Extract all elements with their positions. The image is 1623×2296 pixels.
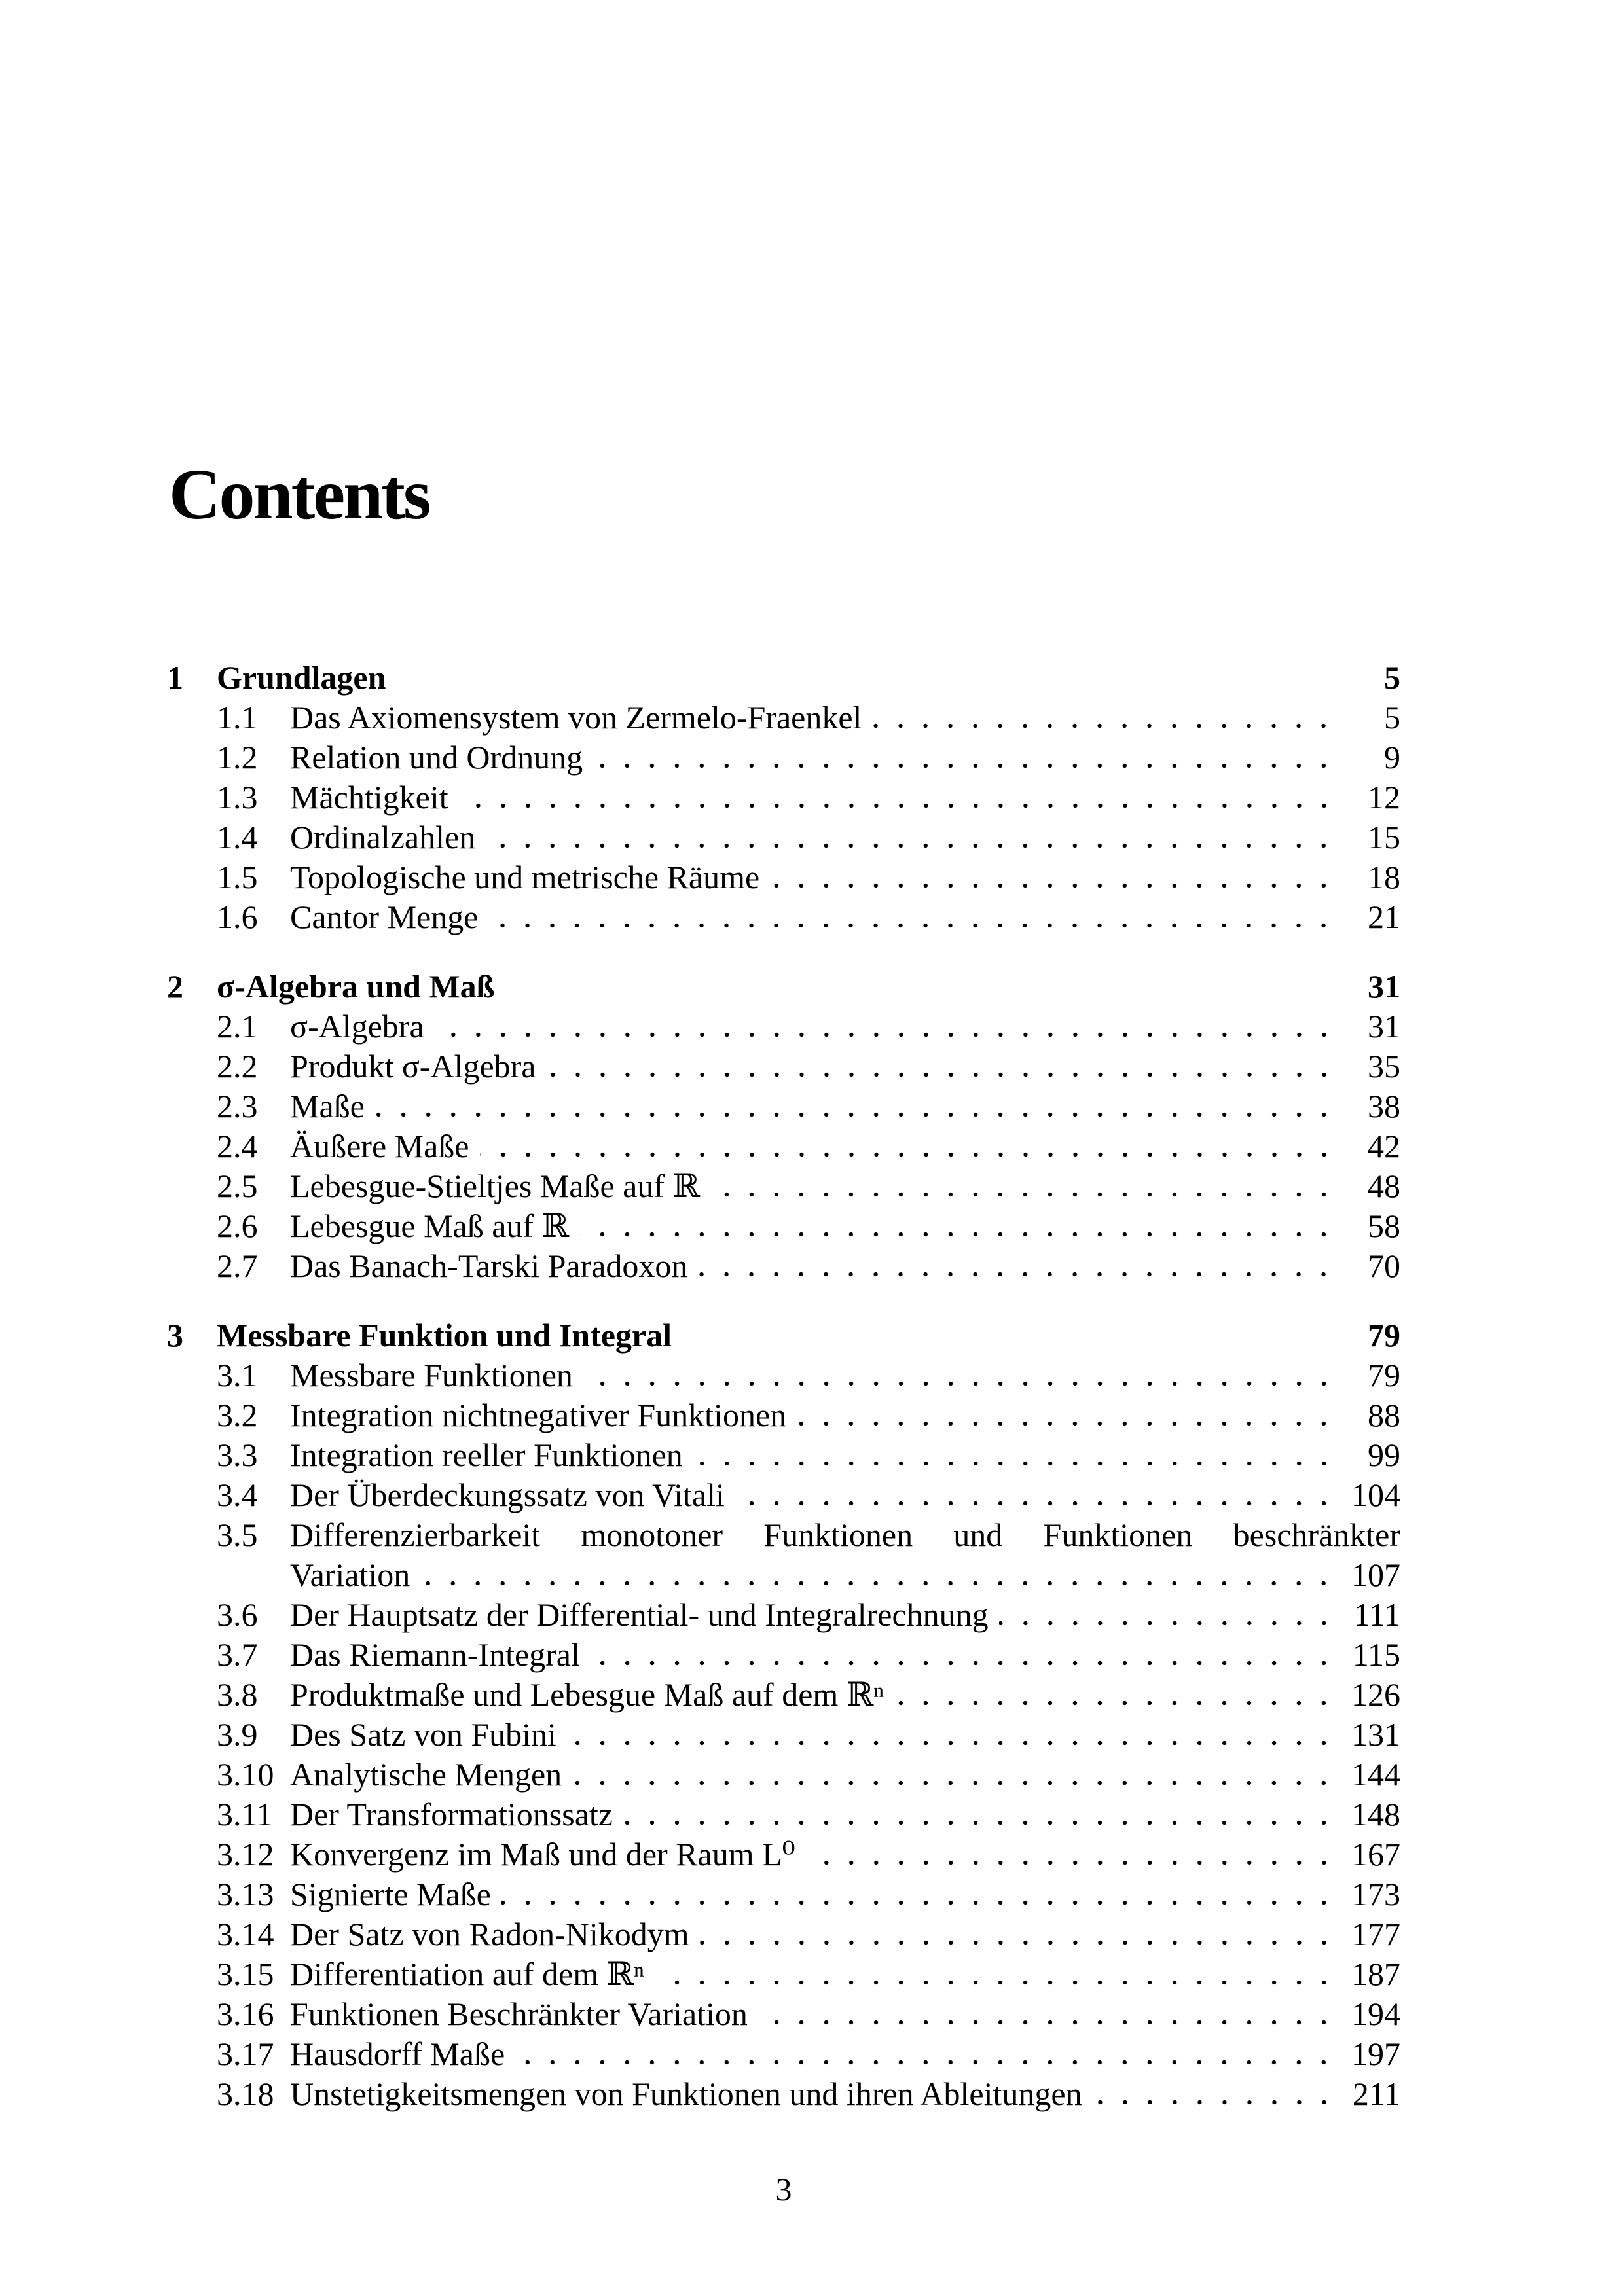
- toc-section-row-continued: [167, 1556, 1400, 1596]
- section-title: Lebesgue Maß auf ℝ: [290, 1208, 570, 1244]
- dot-leader: [700, 1940, 1338, 1945]
- section-page-number: 197: [1351, 2036, 1400, 2072]
- section-title: Des Satz von Fubini: [290, 1716, 556, 1753]
- toc-section-row: [167, 1875, 1400, 1915]
- section-page-number: 48: [1368, 1168, 1400, 1204]
- dot-leader: [770, 883, 1338, 888]
- section-number: 2.1: [217, 1008, 258, 1045]
- section-number: 3.11: [217, 1796, 273, 1833]
- section-title: Das Riemann-Integral: [290, 1636, 580, 1673]
- dot-leader: [655, 1980, 1338, 1985]
- toc-section-row: [167, 1247, 1400, 1287]
- dot-leader: [420, 1581, 1338, 1586]
- toc-section-row: [167, 1127, 1400, 1167]
- chapter-title: Messbare Funktion und Integral: [217, 1317, 672, 1354]
- dot-leader: [999, 1621, 1338, 1626]
- section-page-number: 99: [1368, 1437, 1400, 1473]
- section-title: Funktionen Beschränkter Variation: [290, 1996, 748, 2032]
- section-title: Produktmaße und Lebesgue Maß auf dem ℝⁿ: [290, 1676, 884, 1713]
- toc-section-row: [167, 2035, 1400, 2075]
- section-title: Signierte Maße: [290, 1876, 491, 1912]
- toc-section-row: [167, 1396, 1400, 1436]
- toc-section-row: [167, 1167, 1400, 1207]
- section-title: Konvergenz im Maß und der Raum L⁰: [290, 1836, 795, 1873]
- section-title: σ-Algebra: [290, 1008, 424, 1045]
- toc-section-row: [167, 858, 1400, 898]
- dot-leader: [806, 1860, 1338, 1865]
- section-title: Produkt σ-Algebra: [290, 1048, 536, 1085]
- section-title: Lebesgue-Stieltjes Maße auf ℝ: [290, 1168, 701, 1204]
- section-number: 2.3: [217, 1088, 258, 1124]
- dot-leader: [698, 1272, 1338, 1277]
- section-number: 3.14: [217, 1916, 274, 1952]
- section-number: 3.18: [217, 2075, 274, 2112]
- dot-leader: [623, 1820, 1338, 1825]
- section-number: 3.8: [217, 1676, 258, 1713]
- section-title: Der Transformationssatz: [290, 1796, 613, 1833]
- dot-leader: [435, 1032, 1338, 1037]
- section-page-number: 177: [1351, 1916, 1400, 1952]
- chapter-title: Grundlagen: [217, 659, 386, 696]
- table-of-contents: [167, 658, 1400, 2115]
- section-page-number: 15: [1368, 819, 1400, 855]
- dot-leader: [693, 1461, 1338, 1466]
- chapter-title: σ-Algebra und Maß: [217, 968, 495, 1005]
- dot-leader: [572, 1780, 1338, 1785]
- section-number: 3.13: [217, 1876, 274, 1912]
- section-number: 1.6: [217, 899, 258, 935]
- section-page-number: 107: [1351, 1556, 1400, 1593]
- section-number: 1.4: [217, 819, 258, 855]
- dot-leader: [1093, 2100, 1338, 2105]
- section-page-number: 58: [1368, 1208, 1400, 1244]
- dot-leader: [872, 723, 1338, 728]
- dot-leader: [547, 1072, 1338, 1077]
- page-title: Contents: [169, 454, 429, 534]
- section-title: Das Banach-Tarski Paradoxon: [290, 1247, 688, 1284]
- toc-section-row: [167, 778, 1400, 818]
- toc-section-row: [167, 1516, 1400, 1556]
- section-number: 3.16: [217, 1996, 274, 2032]
- section-page-number: 167: [1351, 1836, 1400, 1873]
- section-title: Der Hauptsatz der Differential- und Integralrechnung: [290, 1596, 989, 1633]
- section-title: Hausdorff Maße: [290, 2036, 505, 2072]
- section-number: 3.17: [217, 2036, 274, 2072]
- dot-leader: [710, 1192, 1338, 1197]
- dot-leader: [894, 1700, 1338, 1706]
- dot-leader: [459, 803, 1338, 808]
- chapter-number: 2: [167, 968, 183, 1005]
- section-number: 3.6: [217, 1596, 258, 1633]
- section-number: 3.15: [217, 1956, 274, 1992]
- section-page-number: 211: [1352, 2075, 1400, 2112]
- section-title: Integration nichtnegativer Funktionen: [290, 1397, 787, 1433]
- section-page-number: 187: [1351, 1956, 1400, 1992]
- section-page-number: 79: [1368, 1357, 1400, 1393]
- dot-leader: [486, 843, 1338, 848]
- section-number: 2.7: [217, 1247, 258, 1284]
- section-number: 3.7: [217, 1636, 258, 1673]
- dot-leader: [567, 1740, 1338, 1746]
- section-page-number: 194: [1351, 1996, 1400, 2032]
- toc-section-row: [167, 1636, 1400, 1676]
- section-number: 3.3: [217, 1437, 258, 1473]
- dot-leader: [735, 1501, 1338, 1506]
- chapter-number: 1: [167, 659, 183, 696]
- section-number: 1.1: [217, 699, 258, 736]
- section-number: 3.5: [217, 1516, 258, 1553]
- section-number: 2.2: [217, 1048, 258, 1085]
- toc-section-row: [167, 898, 1400, 938]
- section-page-number: 42: [1368, 1128, 1400, 1164]
- section-page-number: 9: [1384, 739, 1400, 776]
- dot-leader: [579, 1232, 1338, 1237]
- section-title: Maße: [290, 1088, 365, 1124]
- chapter-page-number: 79: [1368, 1317, 1400, 1354]
- toc-section-row: [167, 1995, 1400, 2035]
- toc-section-row: [167, 1087, 1400, 1127]
- section-page-number: 18: [1368, 859, 1400, 895]
- toc-section-row: [167, 818, 1400, 858]
- section-title: Der Satz von Radon-Nikodym: [290, 1916, 689, 1952]
- chapter-page-number: 31: [1368, 968, 1400, 1005]
- section-page-number: 104: [1351, 1477, 1400, 1513]
- dot-leader: [593, 763, 1338, 768]
- section-title: Analytische Mengen: [290, 1756, 562, 1793]
- section-number: 3.12: [217, 1836, 274, 1873]
- section-title-continued: Variation: [290, 1556, 410, 1593]
- section-title: Mächtigkeit: [290, 779, 448, 816]
- toc-section-row: [167, 1915, 1400, 1955]
- toc-section-row: [167, 1835, 1400, 1875]
- section-title: Messbare Funktionen: [290, 1357, 573, 1393]
- section-title: Differenzierbarkeit monotoner Funktionen und Funktionen beschränkter: [290, 1516, 1400, 1553]
- dot-leader: [583, 1381, 1338, 1386]
- section-page-number: 21: [1368, 899, 1400, 935]
- section-number: 2.6: [217, 1208, 258, 1244]
- section-page-number: 115: [1352, 1636, 1400, 1673]
- dot-leader: [488, 923, 1338, 928]
- toc-section-row: [167, 1755, 1400, 1795]
- section-page-number: 173: [1351, 1876, 1400, 1912]
- toc-chapter-row: [167, 967, 1400, 1007]
- chapter-number: 3: [167, 1317, 183, 1354]
- section-page-number: 111: [1353, 1596, 1400, 1633]
- toc-chapter-row: [167, 658, 1400, 698]
- toc-section-row: [167, 1955, 1400, 1995]
- section-number: 1.5: [217, 859, 258, 895]
- section-page-number: 70: [1368, 1247, 1400, 1284]
- section-number: 3.2: [217, 1397, 258, 1433]
- section-page-number: 144: [1351, 1756, 1400, 1793]
- toc-section-row: [167, 1596, 1400, 1636]
- dot-leader: [375, 1112, 1338, 1117]
- section-title: Relation und Ordnung: [290, 739, 583, 776]
- section-page-number: 5: [1384, 699, 1400, 736]
- footer-page-number: 3: [775, 2171, 792, 2208]
- section-number: 3.1: [217, 1357, 258, 1393]
- section-title: Topologische und metrische Räume: [290, 859, 760, 895]
- toc-section-row: [167, 2075, 1400, 2115]
- section-page-number: 126: [1351, 1676, 1400, 1713]
- section-title: Das Axiomensystem von Zermelo-Fraenkel: [290, 699, 862, 736]
- section-page-number: 12: [1368, 779, 1400, 816]
- toc-section-row: [167, 1207, 1400, 1247]
- section-page-number: 31: [1368, 1008, 1400, 1045]
- section-page-number: 148: [1351, 1796, 1400, 1833]
- section-title: Unstetigkeitsmengen von Funktionen und ihren Ableitungen: [290, 2075, 1082, 2112]
- dot-leader: [797, 1421, 1338, 1426]
- section-title: Äußere Maße: [290, 1128, 469, 1164]
- dot-leader: [501, 1900, 1338, 1905]
- dot-leader: [758, 2020, 1338, 2025]
- toc-section-row: [167, 1007, 1400, 1047]
- section-number: 2.5: [217, 1168, 258, 1204]
- section-title: Integration reeller Funktionen: [290, 1437, 683, 1473]
- section-page-number: 131: [1351, 1716, 1400, 1753]
- section-number: 3.9: [217, 1716, 258, 1753]
- section-number: 3.4: [217, 1477, 258, 1513]
- toc-chapter-row: [167, 1316, 1400, 1356]
- section-number: 1.3: [217, 779, 258, 816]
- section-number: 2.4: [217, 1128, 258, 1164]
- section-title: Differentiation auf dem ℝⁿ: [290, 1956, 644, 1992]
- toc-section-row: [167, 1476, 1400, 1516]
- dot-leader: [480, 1152, 1338, 1157]
- dot-leader: [591, 1660, 1338, 1666]
- toc-section-row: [167, 1356, 1400, 1396]
- dot-leader: [515, 2060, 1338, 2065]
- section-number: 1.2: [217, 739, 258, 776]
- section-title: Cantor Menge: [290, 899, 479, 935]
- section-title: Ordinalzahlen: [290, 819, 476, 855]
- section-title: Der Überdeckungssatz von Vitali: [290, 1477, 725, 1513]
- section-page-number: 88: [1368, 1397, 1400, 1433]
- section-page-number: 38: [1368, 1088, 1400, 1124]
- section-page-number: 35: [1368, 1048, 1400, 1085]
- toc-section-row: [167, 1436, 1400, 1476]
- toc-section-row: [167, 1715, 1400, 1755]
- chapter-page-number: 5: [1384, 659, 1400, 696]
- toc-section-row: [167, 1676, 1400, 1715]
- toc-section-row: [167, 1047, 1400, 1087]
- toc-section-row: [167, 738, 1400, 778]
- toc-section-row: [167, 1795, 1400, 1835]
- toc-section-row: [167, 698, 1400, 738]
- section-number: 3.10: [217, 1756, 274, 1793]
